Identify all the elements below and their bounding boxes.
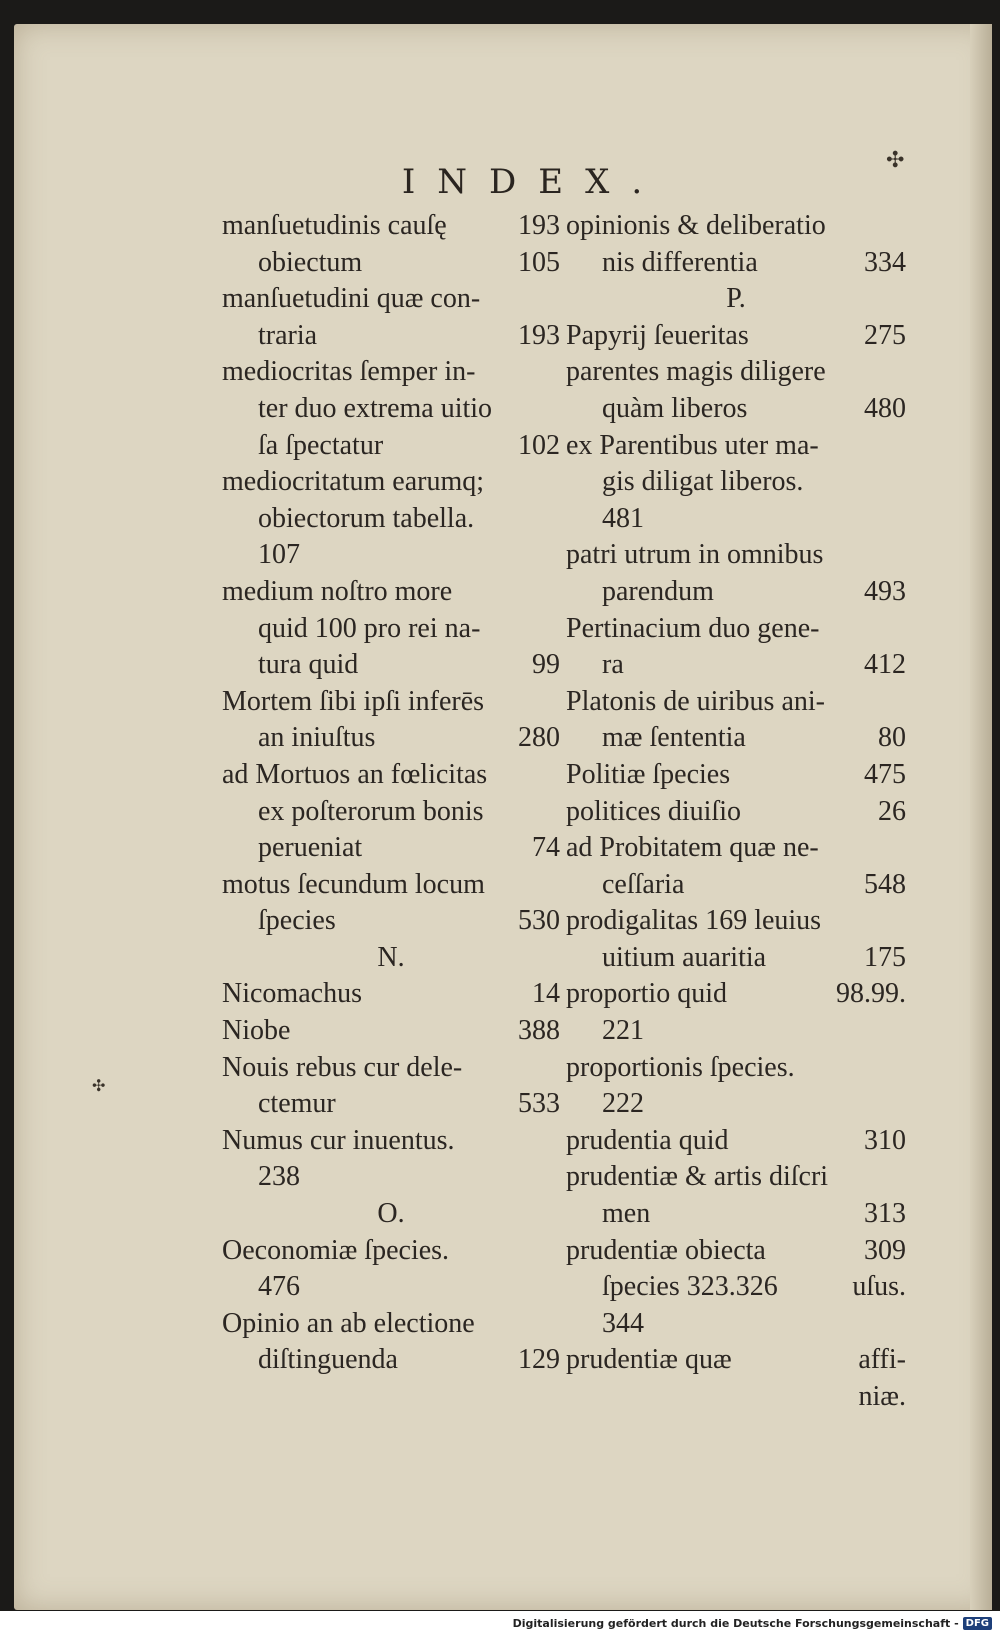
entry-text: ceſſaria — [602, 868, 685, 900]
entry-text: prudentia quid — [566, 1124, 729, 1156]
entry-text: mæ ſententia — [602, 722, 746, 754]
entry-page: 310 — [864, 1124, 906, 1156]
entry-text: ſa ſpectatur — [258, 429, 384, 461]
entry-text: medium noſtro more — [222, 575, 453, 607]
entry-page: 412 — [864, 649, 906, 681]
entry-text: nis differentia — [602, 246, 758, 278]
entry-page: 533 — [518, 1088, 560, 1120]
index-entry — [222, 464, 560, 501]
entry-text: 221 — [602, 1015, 644, 1047]
entry-page: uſus. — [852, 1271, 906, 1303]
index-entry — [222, 501, 560, 538]
entry-text: Niobe — [222, 1015, 291, 1047]
ornament-mark: ✣ — [92, 1076, 106, 1095]
entry-text: prudentiæ & artis diſcri — [566, 1161, 829, 1193]
funding-credit: Digitalisierung gefördert durch die Deutsche Forschungsgemeinschaft - — [512, 1616, 959, 1630]
entry-text: an iniuſtus — [258, 722, 376, 754]
index-entry — [222, 1342, 560, 1379]
index-entry — [566, 757, 906, 794]
entry-text: proportio quid — [566, 978, 727, 1010]
entry-text: manſuetudinis cauſę — [222, 210, 447, 241]
entry-page: 548 — [864, 868, 906, 900]
entry-text: prudentiæ obiecta — [566, 1234, 766, 1266]
index-entry — [566, 1159, 906, 1196]
entry-text: Oeconomiæ ſpecies. — [222, 1234, 450, 1266]
entry-page: 388 — [518, 1015, 560, 1047]
entry-page: 309 — [864, 1234, 906, 1266]
entry-page: 275 — [864, 319, 906, 351]
index-entry — [566, 1086, 906, 1123]
entry-text: prodigalitas 169 leuius — [566, 905, 822, 937]
page-edge — [970, 24, 992, 1610]
entry-text: ad Probitatem quæ ne- — [566, 832, 819, 864]
index-entry — [566, 464, 906, 501]
entry-text: Politiæ ſpecies — [566, 758, 731, 790]
index-entry — [222, 391, 560, 428]
entry-text: obiectorum tabella. — [258, 502, 475, 534]
index-entry — [566, 794, 906, 831]
index-entry — [566, 245, 906, 282]
entry-text: ex Parentibus uter ma- — [566, 429, 819, 461]
index-entry — [222, 794, 560, 831]
index-entry — [566, 428, 906, 465]
index-entry — [222, 1306, 560, 1343]
entry-page: 193 — [518, 319, 560, 351]
entry-text: 344 — [602, 1307, 644, 1339]
index-entry — [566, 391, 906, 428]
index-entry — [566, 208, 906, 245]
index-entry — [566, 1123, 906, 1160]
entry-text: proportionis ſpecies. — [566, 1051, 795, 1083]
index-entry — [222, 720, 560, 757]
entry-text: quàm liberos — [602, 392, 748, 424]
entry-text: 481 — [602, 502, 644, 534]
index-letter-heading — [222, 1196, 560, 1233]
entry-text: ſpecies — [258, 905, 336, 937]
index-entry — [222, 1050, 560, 1087]
entry-text: 238 — [258, 1161, 300, 1193]
entry-text: Mortem ſibi ipſi inferēs — [222, 685, 485, 717]
entry-text: parentes magis diligere — [566, 356, 826, 388]
index-entry — [566, 867, 906, 904]
index-entry — [222, 1123, 560, 1160]
index-entry — [566, 537, 906, 574]
index-entry — [566, 1342, 906, 1379]
entry-page: 80 — [878, 722, 906, 754]
entry-page: 98.99. — [836, 978, 906, 1010]
entry-text: Opinio an ab electione — [222, 1307, 475, 1339]
index-entry — [222, 574, 560, 611]
entry-text: ad Mortuos an fœlicitas — [222, 758, 488, 790]
entry-text: motus ſecundum locum — [222, 868, 485, 900]
index-entry — [566, 830, 906, 867]
index-entry — [566, 354, 906, 391]
index-entry — [222, 208, 560, 245]
index-entry — [566, 1233, 906, 1270]
entry-text: ſpecies 323.326 — [602, 1271, 778, 1303]
entry-text: traria — [258, 319, 318, 351]
ornament-mark: ✣ — [886, 148, 905, 173]
entry-text: manſuetudini quæ con- — [222, 283, 481, 315]
entry-page: 14 — [532, 978, 560, 1010]
index-column-left — [222, 208, 560, 1379]
entry-text: Numus cur inuentus. — [222, 1124, 455, 1156]
entry-text: 107 — [258, 539, 300, 571]
entry-page: 480 — [864, 392, 906, 424]
index-entry — [566, 684, 906, 721]
index-entry — [222, 867, 560, 904]
entry-page: 280 — [518, 722, 560, 754]
entry-text: Papyrij ſeueritas — [566, 319, 749, 351]
entry-text: patri utrum in omnibus — [566, 539, 824, 571]
entry-text: opinionis & deliberatio — [566, 210, 826, 241]
entry-page: 175 — [864, 941, 906, 973]
entry-text: ctemur — [258, 1088, 336, 1120]
entry-page: niæ. — [858, 1381, 906, 1412]
entry-page: affi- — [858, 1344, 906, 1376]
entry-text: mediocritatum earumq; — [222, 466, 485, 498]
footer-bar — [0, 1611, 1000, 1635]
entry-text: Platonis de uiribus ani- — [566, 685, 825, 717]
entry-text: ra — [602, 649, 624, 681]
index-entry — [222, 537, 560, 574]
entry-text: ter duo extrema uitio — [258, 392, 493, 424]
entry-page: 193 — [518, 210, 560, 241]
entry-page: 313 — [864, 1198, 906, 1230]
index-entry — [222, 830, 560, 867]
entry-text: uitium auaritia — [602, 941, 767, 973]
entry-text: Pertinacium duo gene- — [566, 612, 820, 644]
entry-text: parendum — [602, 575, 714, 607]
index-entry — [222, 903, 560, 940]
book-page — [14, 24, 992, 1610]
index-entry — [222, 428, 560, 465]
entry-text: tura quid — [258, 649, 359, 681]
index-entry — [566, 1013, 906, 1050]
entry-text: quid 100 pro rei na- — [258, 612, 481, 644]
index-entry — [566, 1196, 906, 1233]
index-entry — [222, 245, 560, 282]
index-entry — [566, 1379, 906, 1416]
entry-text: men — [602, 1198, 651, 1230]
entry-text: P. — [726, 283, 746, 315]
index-entry — [566, 720, 906, 757]
page-header: INDEX. — [401, 162, 665, 202]
index-entry — [566, 611, 906, 648]
entry-text: mediocritas ſemper in- — [222, 356, 476, 388]
index-entry — [566, 1306, 906, 1343]
entry-text: prudentiæ quæ — [566, 1344, 732, 1376]
index-entry — [222, 281, 560, 318]
index-entry — [222, 757, 560, 794]
index-entry — [566, 903, 906, 940]
entry-page: 530 — [518, 905, 560, 937]
index-entry — [222, 1159, 560, 1196]
index-column-right — [566, 208, 906, 1416]
index-entry — [222, 684, 560, 721]
entry-text: perueniat — [258, 832, 363, 864]
entry-text: ex poſterorum bonis — [258, 795, 484, 827]
entry-page: 334 — [864, 246, 906, 278]
index-entry — [222, 1086, 560, 1123]
entry-text: Nicomachus — [222, 978, 362, 1010]
index-letter-heading — [566, 281, 906, 318]
entry-text: politices diuiſio — [566, 795, 741, 827]
index-entry — [222, 354, 560, 391]
index-entry — [566, 501, 906, 538]
entry-page: 99 — [532, 649, 560, 681]
entry-text: O. — [377, 1198, 405, 1230]
entry-page: 105 — [518, 246, 560, 278]
entry-text: diſtinguenda — [258, 1344, 398, 1376]
entry-page: 475 — [864, 758, 906, 790]
index-entry — [566, 1050, 906, 1087]
index-entry — [222, 1233, 560, 1270]
index-entry — [222, 976, 560, 1013]
index-entry — [566, 574, 906, 611]
index-entry — [566, 647, 906, 684]
index-entry — [566, 940, 906, 977]
index-entry — [566, 318, 906, 355]
index-entry — [222, 1269, 560, 1306]
entry-text: gis diligat liberos. — [602, 466, 804, 498]
entry-page: 26 — [878, 795, 906, 827]
entry-page: 74 — [532, 832, 560, 864]
index-letter-heading — [222, 940, 560, 977]
entry-text: N. — [377, 941, 405, 973]
entry-text: 222 — [602, 1088, 644, 1120]
entry-page: 102 — [518, 429, 560, 461]
dfg-logo: DFG — [963, 1617, 992, 1630]
index-entry — [566, 976, 906, 1013]
entry-text: obiectum — [258, 246, 363, 278]
entry-page: 129 — [518, 1344, 560, 1376]
entry-text: Nouis rebus cur dele- — [222, 1051, 463, 1083]
entry-page: 493 — [864, 575, 906, 607]
index-entry — [222, 647, 560, 684]
index-entry — [222, 611, 560, 648]
index-entry — [222, 318, 560, 355]
index-entry — [222, 1013, 560, 1050]
entry-text: 476 — [258, 1271, 300, 1303]
index-entry — [566, 1269, 906, 1306]
